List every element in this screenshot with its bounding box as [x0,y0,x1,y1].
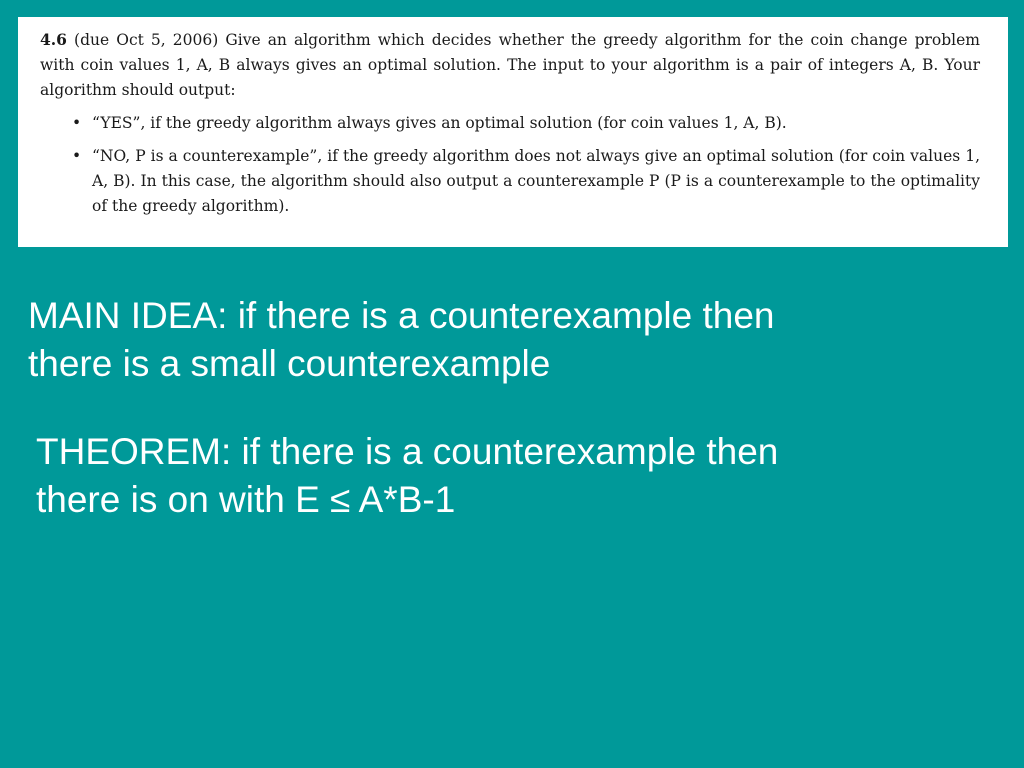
theorem-line-1: THEOREM: if there is a counterexample then [36,431,779,472]
problem-number: 4.6 [40,30,67,49]
bullet-icon: • [72,114,82,132]
problem-due: (due Oct 5, 2006) [74,31,219,49]
problem-intro-text: Give an algorithm which decides whether the greedy algorithm for the coin change problem with coin values 1, A, B always gives an optimal solution. The input to your algorithm is a pair of integers A, B. Your algorithm should output: [40,31,980,99]
main-idea-text [28,292,775,388]
bullet-text-no: “NO, P is a counterexample”, if the greedy algorithm does not always give an optimal solution (for coin values 1, A, B). In this case, the algorithm should also output a counterexample P (P is a counterexample to the optimality of the greedy algorithm). [92,147,980,215]
problem-intro [40,27,980,103]
theorem-line-2: there is on with E ≤ A*B-1 [36,479,456,520]
bullet-icon: • [72,147,82,165]
problem-bullet-list [40,111,980,219]
bullet-text-yes: “YES”, if the greedy algorithm always gives an optimal solution (for coin values 1, A, B). [92,114,787,132]
main-idea-line-2: there is a small counterexample [28,343,551,384]
theorem-text [36,428,778,524]
list-item [40,144,980,219]
list-item [40,111,980,136]
main-idea-line-1: MAIN IDEA: if there is a counterexample then [28,295,775,336]
problem-statement-image [18,17,1008,247]
